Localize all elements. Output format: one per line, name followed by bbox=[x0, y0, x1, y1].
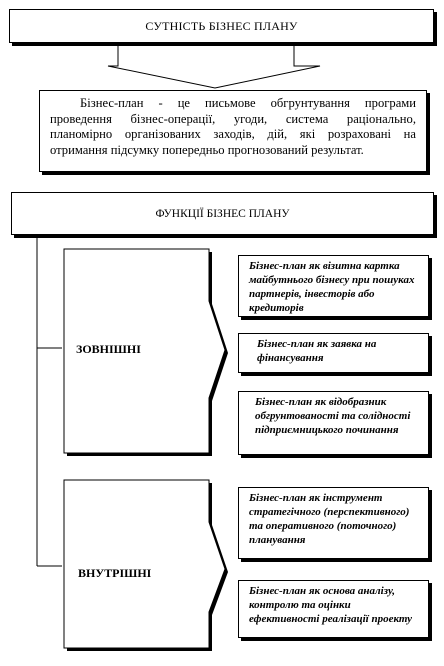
functions-box bbox=[11, 192, 434, 235]
external-item-1: Бізнес-план як візитна картка майбутнього бізнесу при пошуках партнерів, інвесторів або кредиторів bbox=[238, 255, 429, 317]
definition-box bbox=[39, 90, 427, 172]
down-arrow bbox=[108, 43, 320, 88]
title-box bbox=[9, 9, 434, 43]
functions-title: ФУНКЦІЇ БІЗНЕС ПЛАНУ bbox=[155, 207, 290, 220]
internal-item-2: Бізнес-план як основа аналізу, контролю та оцінки ефективності реалізації проекту bbox=[238, 580, 429, 638]
internal-item-1: Бізнес-план як інструмент стратегічного (перспективного) та оперативного (поточного) планування bbox=[238, 487, 429, 559]
external-item-3: Бізнес-план як відобразник обгрунтованості та солідності підприємницького починання bbox=[238, 391, 429, 455]
external-group-label: ЗОВНІШНІ bbox=[76, 342, 141, 356]
external-item-2: Бізнес-план як заявка на фінансування bbox=[238, 333, 429, 373]
definition-text: Бізнес-план - це письмове обгрунтування програми проведення бізнес-операції, угоди, система раціонально, планомірно організованих заходів, дій, які розраховані на отримання підсумку попередньо прогнозований результат. bbox=[50, 96, 416, 157]
title-text: СУТНІСТЬ БІЗНЕС ПЛАНУ bbox=[145, 18, 298, 33]
internal-group-label: ВНУТРІШНІ bbox=[78, 566, 152, 580]
